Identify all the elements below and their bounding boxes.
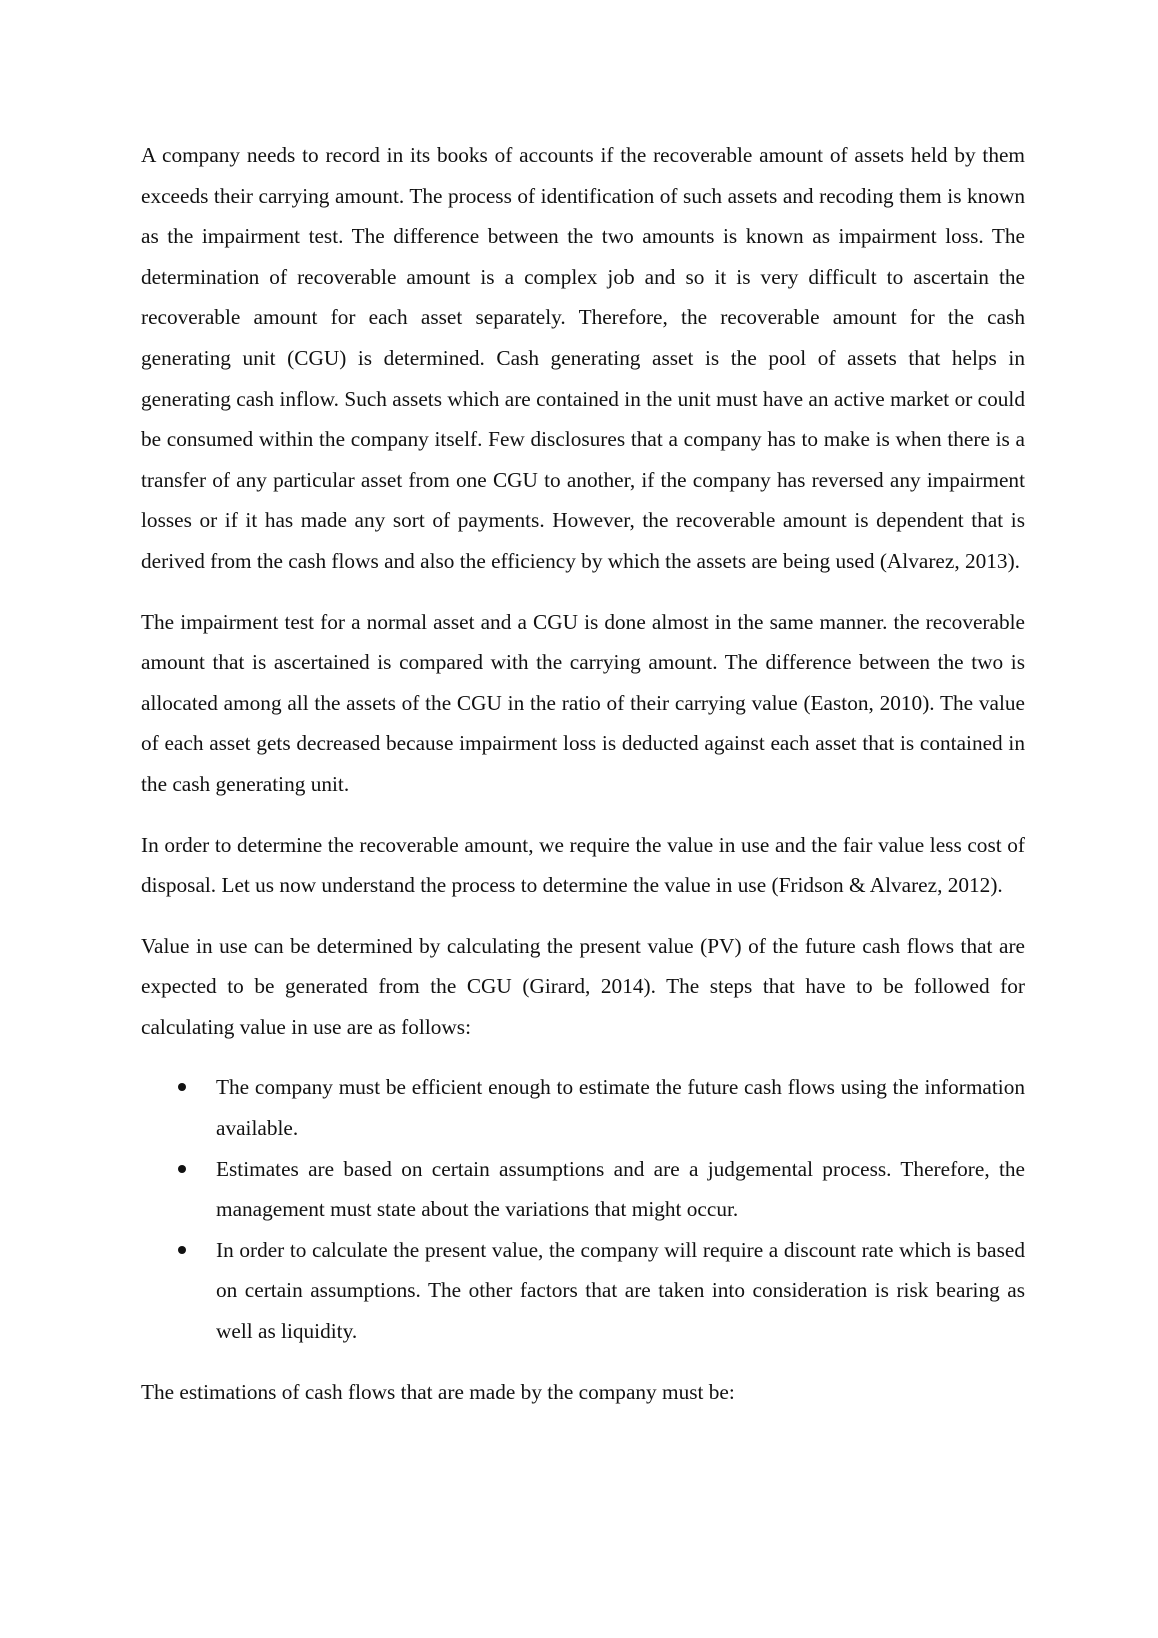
steps-list — [141, 1067, 1025, 1351]
list-item-text: The company must be efficient enough to estimate the future cash flows using the information available. — [216, 1075, 1025, 1141]
paragraph-impairment-intro: A company needs to record in its books of accounts if the recoverable amount of assets held by them exceeds their carrying amount. The process of identification of such assets and recoding them is known as the impairment test. The difference between the two amounts is known as impairment loss. The determination of recoverable amount is a complex job and so it is very difficult to ascertain the recoverable amount for each asset separately. Therefore, the recoverable amount for the cash generating unit (CGU) is determined. Cash generating asset is the pool of assets that helps in generating cash inflow. Such assets which are contained in the unit must have an active market or could be consumed within the company itself. Few disclosures that a company has to make is when there is a transfer of any particular asset from one CGU to another, if the company has reversed any impairment losses or if it has made any sort of payments. However, the recoverable amount is dependent that is derived from the cash flows and also the efficiency by which the assets are being used (Alvarez, 2013). — [141, 143, 1025, 573]
bullet-icon — [178, 1165, 186, 1173]
bullet-icon — [178, 1246, 186, 1254]
paragraph-value-in-use: Value in use can be determined by calculating the present value (PV) of the future cash flows that are expected to be generated from the CGU (Girard, 2014). The steps that have to be followed for calculating value in use are as follows: — [141, 933, 1025, 1039]
list-item-text: Estimates are based on certain assumptions and are a judgemental process. Therefore, the management must state about the variations that might occur. — [216, 1156, 1025, 1222]
list-item — [141, 1230, 1025, 1352]
list-item — [141, 1149, 1025, 1230]
list-item — [141, 1067, 1025, 1148]
document-body — [141, 135, 1025, 1432]
paragraph-closing: The estimations of cash flows that are made by the company must be: — [141, 1379, 735, 1404]
paragraph-impairment-test-cgu: The impairment test for a normal asset and a CGU is done almost in the same manner. the recoverable amount that is ascertained is compared with the carrying amount. The difference between the two is allocated among all the assets of the CGU in the ratio of their carrying value (Easton, 2010). The value of each asset gets decreased because impairment loss is deducted against each asset that is contained in the cash generating unit. — [141, 609, 1025, 796]
list-item-text: In order to calculate the present value, the company will require a discount rate which is based on certain assumptions. The other factors that are taken into consideration is risk bearing as well as liquidity. — [216, 1237, 1025, 1344]
paragraph-recoverable-amount: In order to determine the recoverable amount, we require the value in use and the fair value less cost of disposal. Let us now understand the process to determine the value in use (Fridson & Alvarez, 2012). — [141, 832, 1025, 898]
bullet-icon — [178, 1083, 186, 1091]
